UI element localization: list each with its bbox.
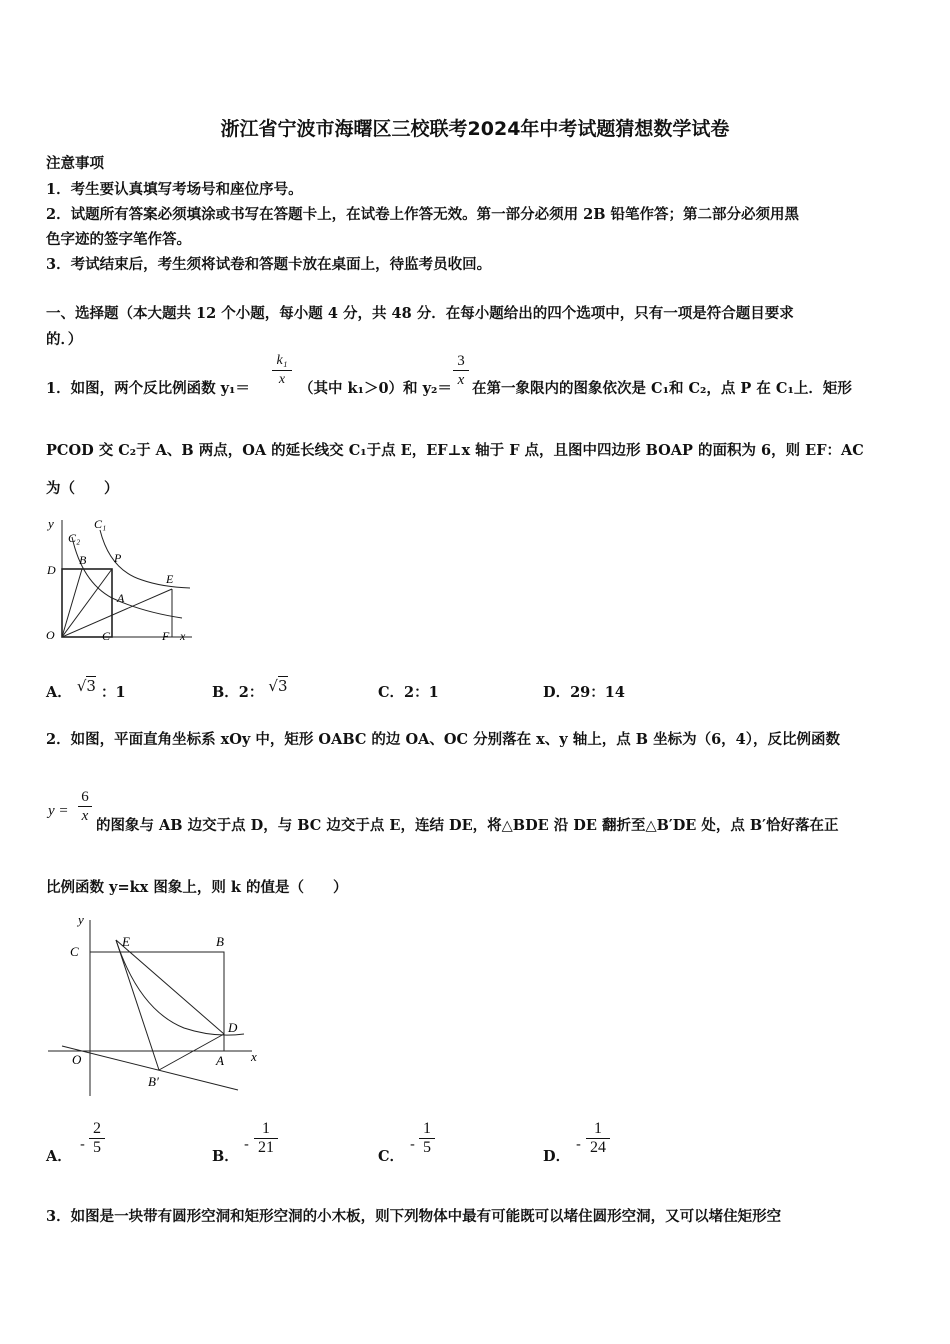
q2-option-d-sign: - <box>576 1137 581 1153</box>
q1-line-ob <box>62 569 82 637</box>
q2-text-line3: 比例函数 y=kx 图象上，则 k 的值是（ ） <box>46 879 348 896</box>
q2-label-a: A <box>216 1053 224 1068</box>
q2-option-a-den: 5 <box>93 1139 101 1156</box>
q1-label-c2: C₂ <box>68 531 81 545</box>
q2-option-d-frac <box>586 1120 610 1157</box>
q2-line-db-prime <box>159 1034 224 1070</box>
q1-frac1-num: k₁ <box>276 353 288 368</box>
q2-option-d-label[interactable]: D． <box>543 1148 571 1165</box>
q2-fraction <box>78 788 92 825</box>
q1-frac1-den: x <box>278 372 286 387</box>
q2-option-c-sign: - <box>410 1137 415 1153</box>
q1-option-a-label: A． <box>46 684 72 701</box>
q2-fraction-lhs: y = <box>48 803 69 819</box>
notice-item-3: 3．考试结束后，考生须将试卷和答题卡放在桌面上，待监考员收回。 <box>46 256 492 273</box>
q1-label-o: O <box>46 628 55 642</box>
notice-item-1: 1．考生要认真填写考场号和座位序号。 <box>46 181 303 198</box>
q1-text-b: （其中 k₁＞0）和 y₂＝ <box>299 380 452 397</box>
q2-option-b-sign: - <box>244 1137 249 1153</box>
q2-option-b-label[interactable]: B． <box>212 1148 239 1165</box>
q1-label-a: A <box>117 591 125 605</box>
q2-option-c-den: 5 <box>423 1139 431 1156</box>
q1-text-c: 在第一象限内的图象依次是 C₁和 C₂，点 P 在 C₁上．矩形 <box>472 380 852 397</box>
q1-frac2-num: 3 <box>457 353 465 369</box>
q1-label-f: F <box>162 629 170 643</box>
section-heading: 一、选择题（本大题共 12 个小题，每小题 4 分，共 48 分．在每小题给出的四个选项中，只有一项是符合题目要求 <box>46 305 794 322</box>
q2-curve <box>116 940 244 1035</box>
page-title: 浙江省宁波市海曙区三校联考2024年中考试题猜想数学试卷 <box>220 118 730 140</box>
q1-label-d: D <box>47 563 56 577</box>
q1-frac2-den: x <box>457 372 465 388</box>
q1-label-c1: C₁ <box>94 517 107 531</box>
q2-frac-den: x <box>81 808 89 824</box>
q1-text-a: 1．如图，两个反比例函数 y₁＝ <box>46 380 250 397</box>
q1-label-p: P <box>114 551 122 565</box>
q2-frac-num: 6 <box>81 789 89 805</box>
q2-label-x: x <box>251 1049 257 1064</box>
q2-label-d: D <box>228 1020 238 1035</box>
q1-text-line2: PCOD 交 C₂于 A、B 两点，OA 的延长线交 C₁于点 E，EF⊥x 轴于 F 点，且图中四边形 BOAP 的面积为 6，则 EF：AC <box>46 442 864 459</box>
q1-option-d[interactable] <box>543 681 625 702</box>
q1-option-b-root: 3 <box>277 677 288 695</box>
q1-option-a[interactable]: A． √3 ：1 <box>46 677 126 701</box>
q2-label-b-prime: B′ <box>148 1074 159 1089</box>
q1-label-c: C <box>102 629 111 643</box>
section-heading-cont: 的．） <box>46 331 83 348</box>
q2-option-a-label[interactable]: A． <box>46 1148 72 1165</box>
q1-label-e: E <box>166 572 174 586</box>
q1-label-y: y <box>48 516 54 531</box>
q2-text-line2: 的图象与 AB 边交于点 D，与 BC 边交于点 E，连结 DE，将△BDE 沿 DE 翻折至△B′DE 处，点 B′恰好落在正 <box>96 817 839 834</box>
q1-option-d-text: 29：14 <box>570 684 625 701</box>
q2-option-b-den: 21 <box>258 1139 274 1156</box>
q2-option-d-den: 24 <box>590 1139 606 1156</box>
q2-label-b: B <box>216 934 224 949</box>
q2-label-c: C <box>70 944 79 959</box>
q2-label-e: E <box>122 934 130 949</box>
q1-option-b[interactable]: B．2： √3 <box>212 677 288 701</box>
q1-option-a-root: 3 <box>86 677 96 695</box>
q1-figure <box>42 512 202 650</box>
q1-option-b-pre: 2： <box>238 684 264 701</box>
q1-option-a-post: ：1 <box>101 684 126 701</box>
q2-label-y: y <box>78 912 84 927</box>
q2-text-line1: 2．如图，平面直角坐标系 xOy 中，矩形 OABC 的边 OA、OC 分别落在 x、y 轴上，点 B 坐标为（6，4），反比例函数 <box>46 731 841 748</box>
q1-text-line3: 为（ ） <box>46 480 119 497</box>
q2-option-a-num: 2 <box>93 1120 101 1137</box>
q1-label-b: B <box>79 553 87 567</box>
q1-label-x: x <box>180 629 186 643</box>
q1-option-d-label: D． <box>543 684 571 701</box>
q1-fraction-k1 <box>272 352 292 389</box>
q1-option-c[interactable] <box>378 681 439 702</box>
q2-option-d-num: 1 <box>594 1120 602 1137</box>
q2-option-c-num: 1 <box>423 1120 431 1137</box>
q2-option-a-frac <box>89 1120 105 1157</box>
q1-option-c-label: C． <box>378 684 405 701</box>
q2-option-b-frac <box>254 1120 278 1157</box>
q1-fraction-3 <box>453 352 469 389</box>
q2-rectangle-oabc <box>90 952 224 1051</box>
q1-option-c-text: 2：1 <box>404 684 439 701</box>
q2-option-c-label[interactable]: C． <box>378 1148 405 1165</box>
notice-item-2-cont: 色字迹的签字笔作答。 <box>46 231 191 248</box>
notice-heading: 注意事项 <box>46 155 104 172</box>
q2-figure <box>44 910 264 1100</box>
q1-line-op <box>62 569 112 637</box>
q2-option-a-sign: - <box>80 1137 85 1153</box>
q2-option-c-frac <box>419 1120 435 1157</box>
q1-option-b-label: B． <box>212 684 239 701</box>
q2-label-o: O <box>72 1052 82 1067</box>
q3-text-line1: 3．如图是一块带有圆形空洞和矩形空洞的小木板，则下列物体中最有可能既可以堵住圆形空洞，又可以堵住矩形空 <box>46 1208 782 1225</box>
notice-item-2: 2．试题所有答案必须填涂或书写在答题卡上，在试卷上作答无效。第一部分必须用 2B 铅笔作答；第二部分必须用黑 <box>46 206 800 223</box>
q2-line-de <box>116 940 224 1034</box>
q2-option-b-num: 1 <box>262 1120 270 1137</box>
